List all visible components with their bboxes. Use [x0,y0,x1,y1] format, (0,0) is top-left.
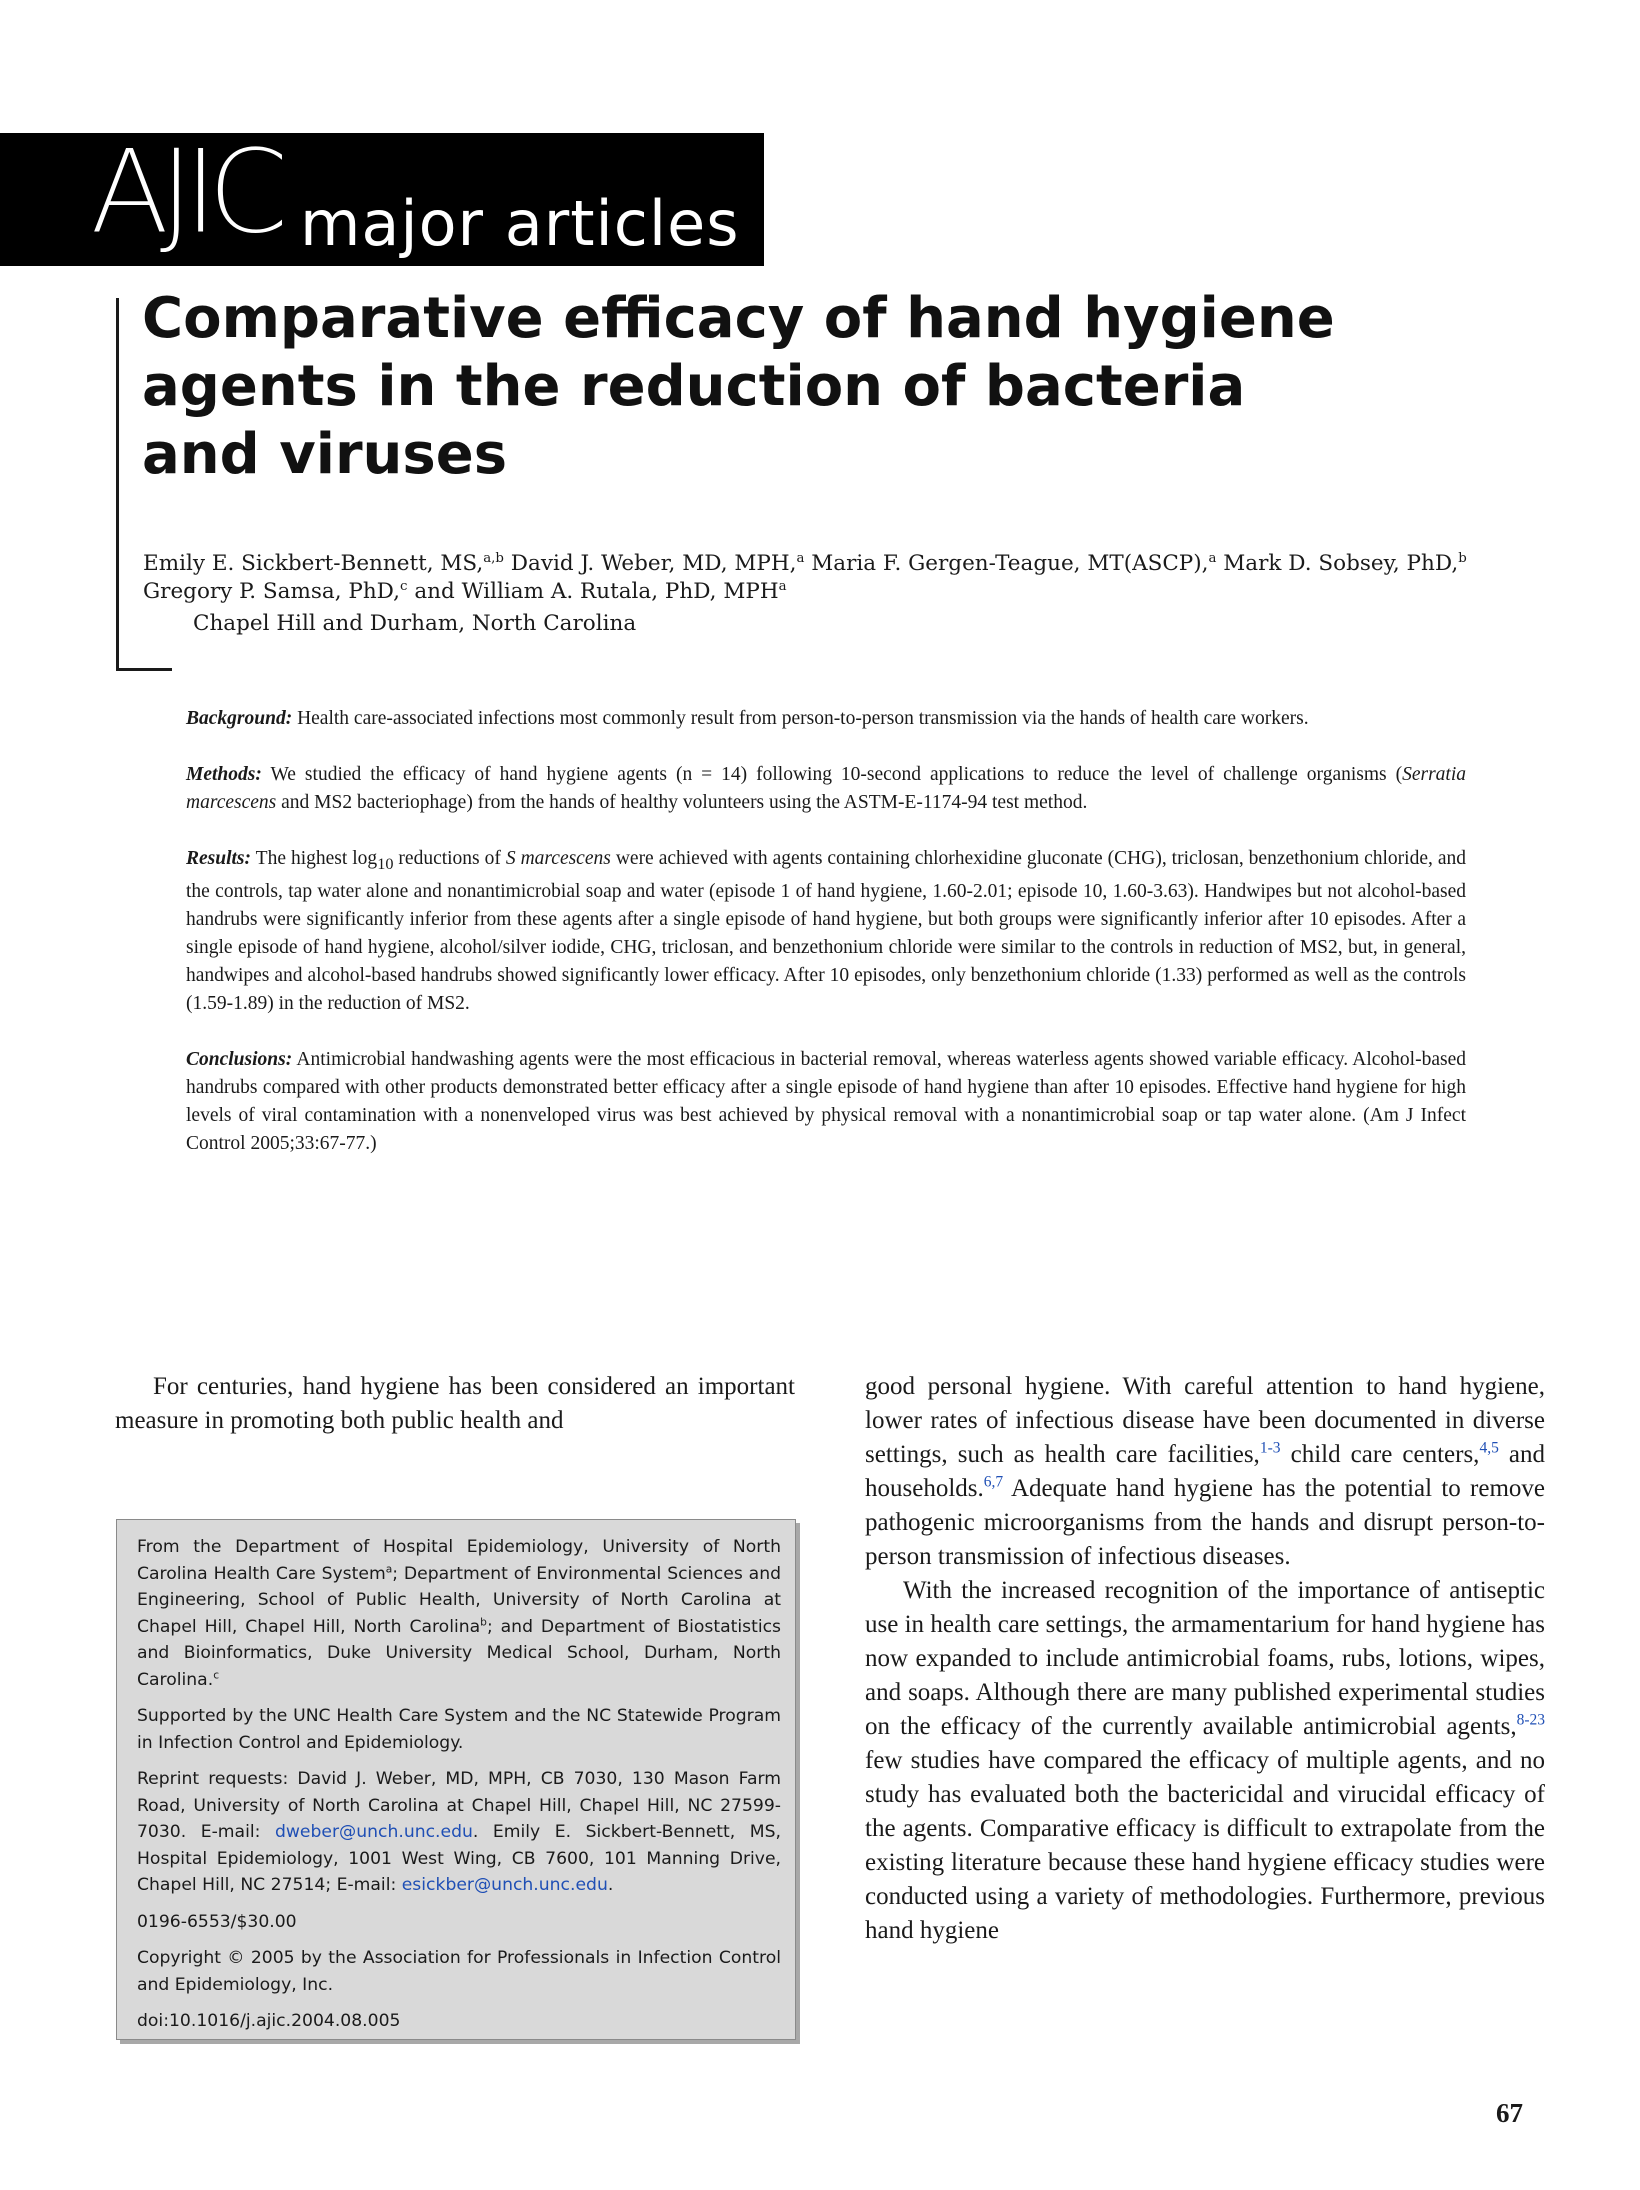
body-paragraph [865,1370,1545,1574]
affiliation-marker: c [400,579,408,595]
abstract-text: reductions of [398,848,501,869]
reprint-text: Reprint requests: David J. Weber, MD, MPH, CB 7030, 130 Mason Farm Road, University of North Carolina at Chapel Hill, Chapel Hill, NC 27599-7030. E-mail: [137,1769,781,1842]
affiliation-marker: a [796,551,805,567]
reprint-text: . [607,1875,614,1895]
affiliation-text: ; and Department of Biostatistics and Bioinformatics, Duke University Medical School, Durham, North Carolina. [137,1616,781,1690]
abstract-text: Antimicrobial handwashing agents were the most efficacious in bacterial removal, whereas waterless agents showed variable efficacy. Alcohol-based handrubs compared with other products demonstrated better efficacy after a single episode of hand hygiene than after 10 episodes. Effective hand hygiene for high levels of viral contamination with a nonenveloped virus was best achieved by physical removal with a nonantimicrobial soap or tap water alone. (Am J Infect Control 2005;33:67-77.) [186,1048,1466,1154]
doi: doi:10.1016/j.ajic.2004.08.005 [137,2011,401,2031]
copyright-notice: Copyright © 2005 by the Association for Professionals in Infection Control and Epidemiology, Inc. [137,1948,781,1995]
author-name: David J. Weber, MD, MPH, [510,551,797,576]
abstract-text: and MS2 bacteriophage) from the hands of healthy volunteers using the ASTM-E-1174-94 test method. [281,792,1088,813]
journal-logo: AJIC [90,133,279,260]
section-label: major articles [300,187,740,260]
abstract-text: Health care-associated infections most commonly result from person-to-person transmission via the hands of health care workers. [297,708,1309,729]
article-title: Comparative efficacy of hand hygiene agents in the reduction of bacteria and viruses [142,286,1335,487]
body-paragraph [865,1574,1545,1948]
abstract-text: We studied the efficacy of hand hygiene agents (n = 14) following 10-second applications to reduce the level of challenge organisms ( [270,764,1403,785]
email-link[interactable]: esickber@unch.unc.edu [401,1875,608,1895]
body-left-paragraph: For centuries, hand hygiene has been considered an important measure in promoting both public health and [115,1373,795,1434]
abstract [186,705,1466,1186]
page-number: 67 [1496,2098,1523,2128]
body-text: few studies have compared the efficacy of multiple agents, and no study has evaluated both the bactericidal and virucidal efficacy of the agents. Comparative efficacy is difficult to extrapolate from the existing literature because these hand hygiene efficacy studies were conducted using a variety of methodologies. Furthermore, previous hand hygiene [865,1747,1545,1944]
title-rule-horizontal [116,668,172,671]
body-text: Adequate hand hygiene has the potential to remove pathogenic microorganisms from the hands and disrupt person-to-person transmission of infectious diseases. [865,1475,1545,1570]
author-name: Maria F. Gergen-Teague, MT(ASCP), [811,551,1209,576]
abstract-text: were achieved with agents containing chlorhexidine gluconate (CHG), triclosan, benzethonium chloride, and the controls, tap water alone and nonantimicrobial soap and water (episode 1 of hand hygiene, 1.60-2.01; episode 10, 1.60-3.63). Handwipes but not alcohol-based handrubs were significantly inferior from these agents after a single episode of hand hygiene, but both groups were significantly inferior after 10 episodes. After a single episode of hand hygiene, alcohol/silver iodide, CHG, triclosan, and benzethonium chloride were similar to the controls in reduction of MS2, but, in general, handwipes and alcohol-based handrubs showed significantly lower efficacy. After 10 episodes, only benzethonium chloride (1.33) performed as well as the controls (1.59-1.89) in the reduction of MS2. [186,848,1467,1014]
affiliation-marker: c [213,1668,220,1682]
abstract-background [186,705,1466,733]
organism-name: Serratia marcescens [186,764,1466,813]
body-text: With the increased recognition of the importance of antiseptic use in health care settings, the armamentarium for hand hygiene has now expanded to include antimicrobial foams, rubs, lotions, wipes, and soaps. Although there are many published experimental studies on the efficacy of the currently available antimicrobial agents, [865,1577,1545,1740]
affiliation-marker: a,b [483,551,504,567]
author-name: and William A. Rutala, PhD, MPH [414,579,779,604]
affiliation-marker: b [1458,551,1467,567]
reprint-requests [137,1766,781,1899]
affiliation-marker: a [778,579,787,595]
affiliation-marker: a [1208,551,1217,567]
citation-link[interactable]: 6,7 [983,1473,1004,1491]
citation-link[interactable]: 1-3 [1259,1439,1281,1457]
affiliation-marker: a [385,1562,393,1576]
title-rule-vertical [116,298,119,670]
affiliation-text: From the Department of Hospital Epidemiology, University of North Carolina Health Care System [137,1537,781,1584]
body-text: good personal hygiene. With careful attention to hand hygiene, lower rates of infectious disease have been documented in diverse settings, such as health care facilities, [865,1373,1545,1468]
article-info-box [116,1519,796,2040]
citation-link[interactable]: 4,5 [1479,1439,1499,1457]
affiliation-text: ; Department of Environmental Sciences and Engineering, School of Public Health, University of North Carolina at Chapel Hill, Chapel Hill, North Carolina [137,1563,781,1637]
abstract-conclusions [186,1046,1466,1158]
affiliation-marker: b [480,1615,487,1629]
journal-banner [0,133,764,266]
body-right-column [865,1370,1545,1948]
body-text: and households. [865,1441,1546,1502]
organism-name: S marcescens [505,848,611,869]
reprint-text: . Emily E. Sickbert-Bennett, MS, Hospital Epidemiology, 1001 West Wing, CB 7600, 101 Manning Drive, Chapel Hill, NC 27514; E-mail: [137,1822,781,1895]
citation-link[interactable]: 8-23 [1516,1711,1545,1729]
log-subscript: 10 [377,854,394,873]
author-name: Emily E. Sickbert-Bennett, MS, [143,551,484,576]
author-location: Chapel Hill and Durham, North Carolina [193,611,637,636]
abstract-label: Results: [186,848,252,869]
author-list [143,550,1543,606]
abstract-label: Conclusions: [186,1048,293,1070]
author-name: Gregory P. Samsa, PhD, [143,579,400,604]
issn-price: 0196-6553/$30.00 [137,1911,297,1932]
author-name: Mark D. Sobsey, PhD, [1223,551,1459,576]
abstract-label: Background: [186,708,293,729]
funding-statement: Supported by the UNC Health Care System and the NC Statewide Program in Infection Control and Epidemiology. [137,1706,781,1753]
abstract-methods [186,761,1466,817]
body-text: child care centers, [1290,1441,1480,1468]
affiliations [137,1534,781,1693]
abstract-label: Methods: [186,764,262,785]
abstract-text: The highest log [255,848,378,869]
email-link[interactable]: dweber@unch.unc.edu [274,1822,473,1842]
abstract-results [186,845,1466,1018]
